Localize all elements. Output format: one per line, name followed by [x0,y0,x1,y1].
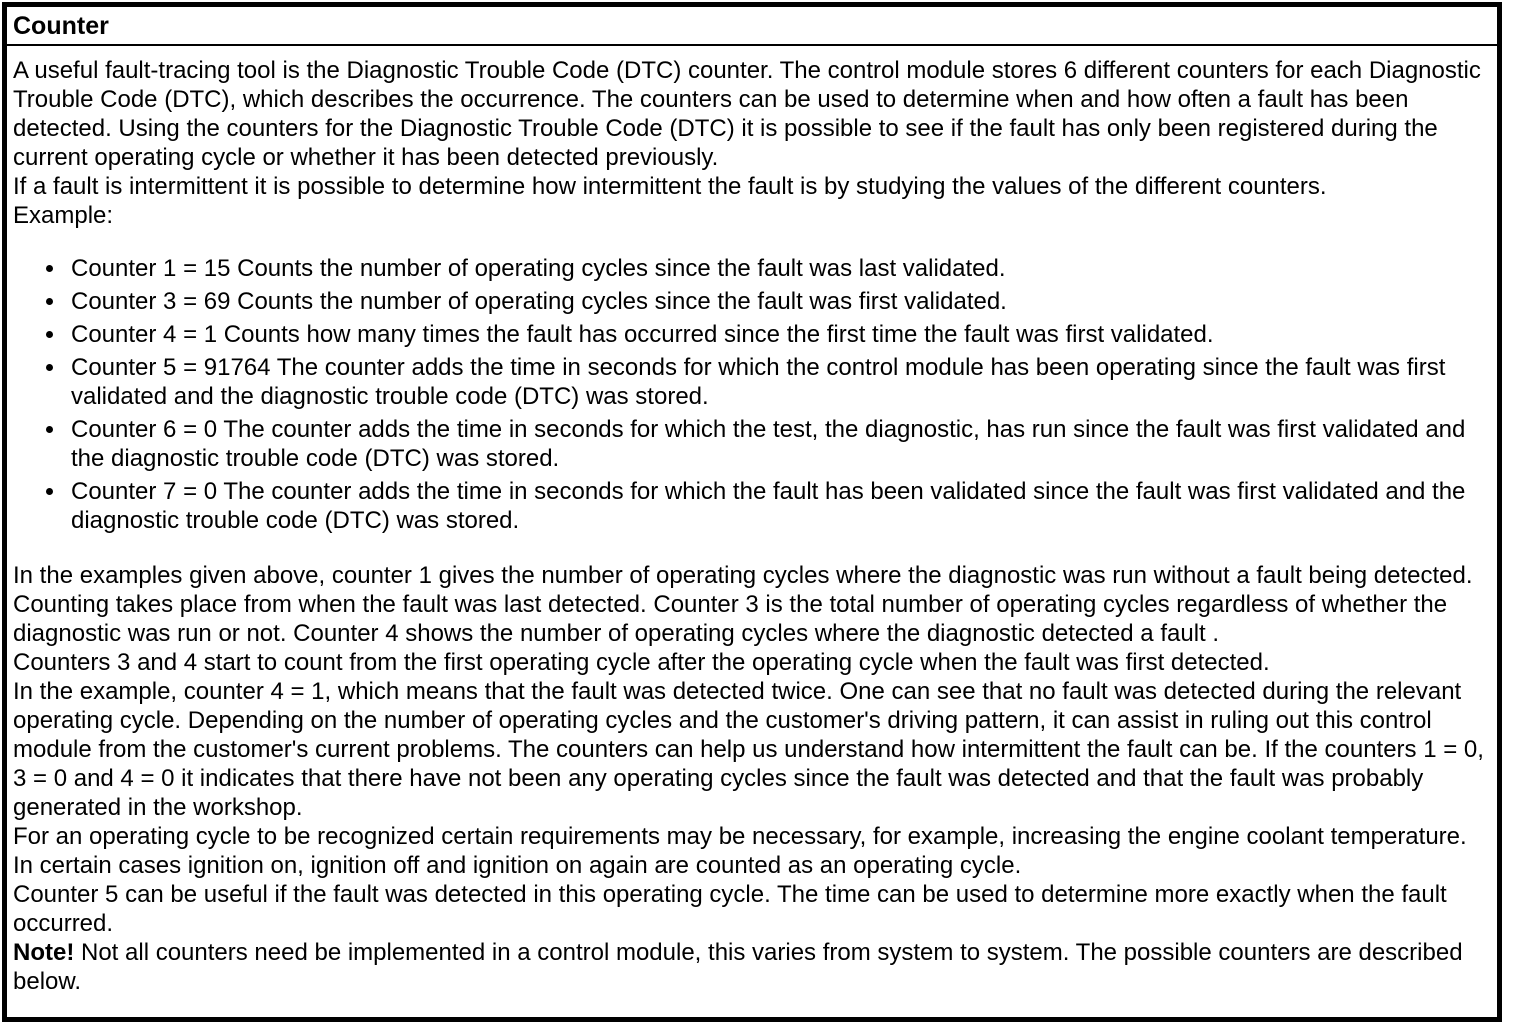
counter-list [13,254,1489,535]
intro-paragraph: If a fault is intermittent it is possible to determine how intermittent the fault is by studying the values of the different counters. [13,173,1327,200]
counter-list-item: • Counter 6 = 0 The counter adds the time in seconds for which the test, the diagnostic, has run since the fault was first validated and the diagnostic trouble code (DTC) was stored. [67,415,1489,473]
counter-list-item: • Counter 5 = 91764 The counter adds the time in seconds for which the control module has been operating since the fault was first validated and the diagnostic trouble code (DTC) was stored. [67,353,1489,411]
intro-paragraph: A useful fault-tracing tool is the Diagnostic Trouble Code (DTC) counter. The control module stores 6 different counters for each Diagnostic Trouble Code (DTC), which describes the occurrence. The counters can be used to determine when and how often a fault has been detected. Using the counters for the Diagnostic Trouble Code (DTC) it is possible to see if the fault has only been registered during the current operating cycle or whether it has been detected previously. [13,57,1481,171]
note-label: Note! [13,939,75,966]
counter-list-item: • Counter 1 = 15 Counts the number of operating cycles since the fault was last validated. [67,254,1489,283]
example-label: Example: [13,202,114,229]
paragraph: In the examples given above, counter 1 gives the number of operating cycles where the diagnostic was run without a fault being detected. Counting takes place from when the fault was last detected. Counter 3 is the total number of operating cycles regardless of whether the diagnostic was run or not. Counter 4 shows the number of operating cycles where the diagnostic detected a fault . [13,562,1473,647]
paragraph: Counter 5 can be useful if the fault was detected in this operating cycle. The time can be used to determine more exactly when the fault occurred. [13,881,1447,937]
page-title: Counter [7,7,1497,46]
paragraph: For an operating cycle to be recognized certain requirements may be necessary, for example, increasing the engine coolant temperature. In certain cases ignition on, ignition off and ignition on again are counted as an operating cycle. [13,823,1467,879]
paragraph: In the example, counter 4 = 1, which means that the fault was detected twice. One can see that no fault was detected during the relevant operating cycle. Depending on the number of operating cycles and the customer's driving pattern, it can assist in ruling out this control module from the customer's current problems. The counters can help us understand how intermittent the fault can be. If the counters 1 = 0, 3 = 0 and 4 = 0 it indicates that there have not been any operating cycles since the fault was detected and that the fault was probably generated in the workshop. [13,678,1484,821]
document-panel [2,2,1502,1022]
paragraph: Counters 3 and 4 start to count from the first operating cycle after the operating cycle when the fault was first detected. [13,649,1270,676]
counter-list-item: • Counter 4 = 1 Counts how many times the fault has occurred since the first time the fault was first validated. [67,320,1489,349]
note-text: Not all counters need be implemented in a control module, this varies from system to system. The possible counters are described below. [13,939,1463,995]
note-paragraph [13,938,1489,996]
document-content [7,46,1497,996]
counter-list-item: • Counter 3 = 69 Counts the number of operating cycles since the fault was first validated. [67,287,1489,316]
counter-list-item: • Counter 7 = 0 The counter adds the time in seconds for which the fault has been validated since the fault was first validated and the diagnostic trouble code (DTC) was stored. [67,477,1489,535]
